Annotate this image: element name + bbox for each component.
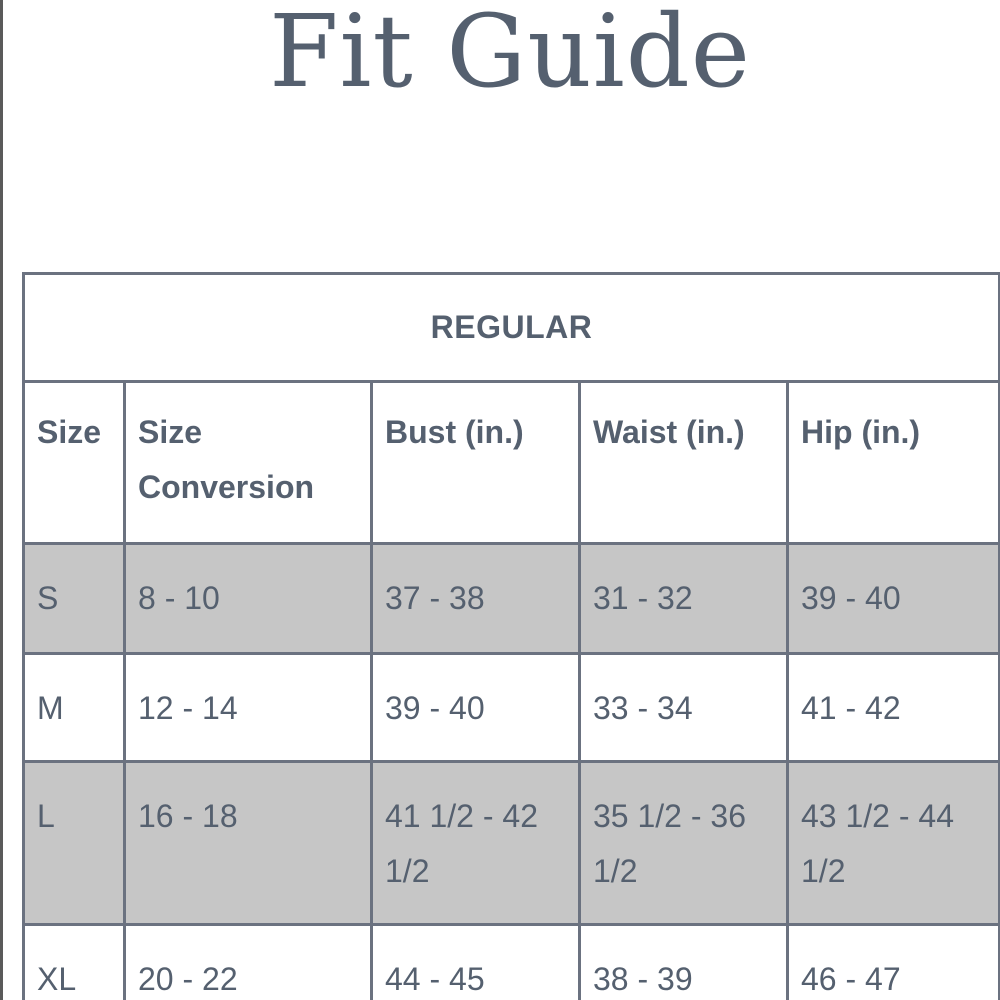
table-caption: REGULAR — [24, 274, 1000, 382]
cell-waist: 31 - 32 — [580, 544, 788, 654]
cell-size: S — [24, 544, 125, 654]
table-caption-row — [24, 274, 1000, 382]
cell-hip: 39 - 40 — [788, 544, 1000, 654]
size-table — [22, 272, 1000, 1000]
cell-waist: 33 - 34 — [580, 654, 788, 762]
table-header-row — [24, 382, 1000, 544]
table-row — [24, 544, 1000, 654]
cell-bust: 37 - 38 — [372, 544, 580, 654]
cell-bust: 41 1/2 - 42 1/2 — [372, 762, 580, 925]
header-hip: Hip (in.) — [788, 382, 1000, 544]
cell-conversion: 8 - 10 — [125, 544, 372, 654]
table-row — [24, 925, 1000, 1000]
cell-conversion: 12 - 14 — [125, 654, 372, 762]
left-divider — [0, 0, 3, 1000]
header-bust: Bust (in.) — [372, 382, 580, 544]
cell-size: L — [24, 762, 125, 925]
header-waist: Waist (in.) — [580, 382, 788, 544]
cell-waist: 38 - 39 — [580, 925, 788, 1000]
cell-bust: 39 - 40 — [372, 654, 580, 762]
table-row — [24, 654, 1000, 762]
cell-size: XL — [24, 925, 125, 1000]
cell-bust: 44 - 45 — [372, 925, 580, 1000]
cell-hip: 46 - 47 — [788, 925, 1000, 1000]
cell-hip: 43 1/2 - 44 1/2 — [788, 762, 1000, 925]
header-size: Size — [24, 382, 125, 544]
table-row — [24, 762, 1000, 925]
cell-conversion: 16 - 18 — [125, 762, 372, 925]
page-title: Fit Guide — [269, 0, 751, 110]
cell-conversion: 20 - 22 — [125, 925, 372, 1000]
cell-size: M — [24, 654, 125, 762]
cell-hip: 41 - 42 — [788, 654, 1000, 762]
header-size-conversion: Size Conversion — [125, 382, 372, 544]
cell-waist: 35 1/2 - 36 1/2 — [580, 762, 788, 925]
